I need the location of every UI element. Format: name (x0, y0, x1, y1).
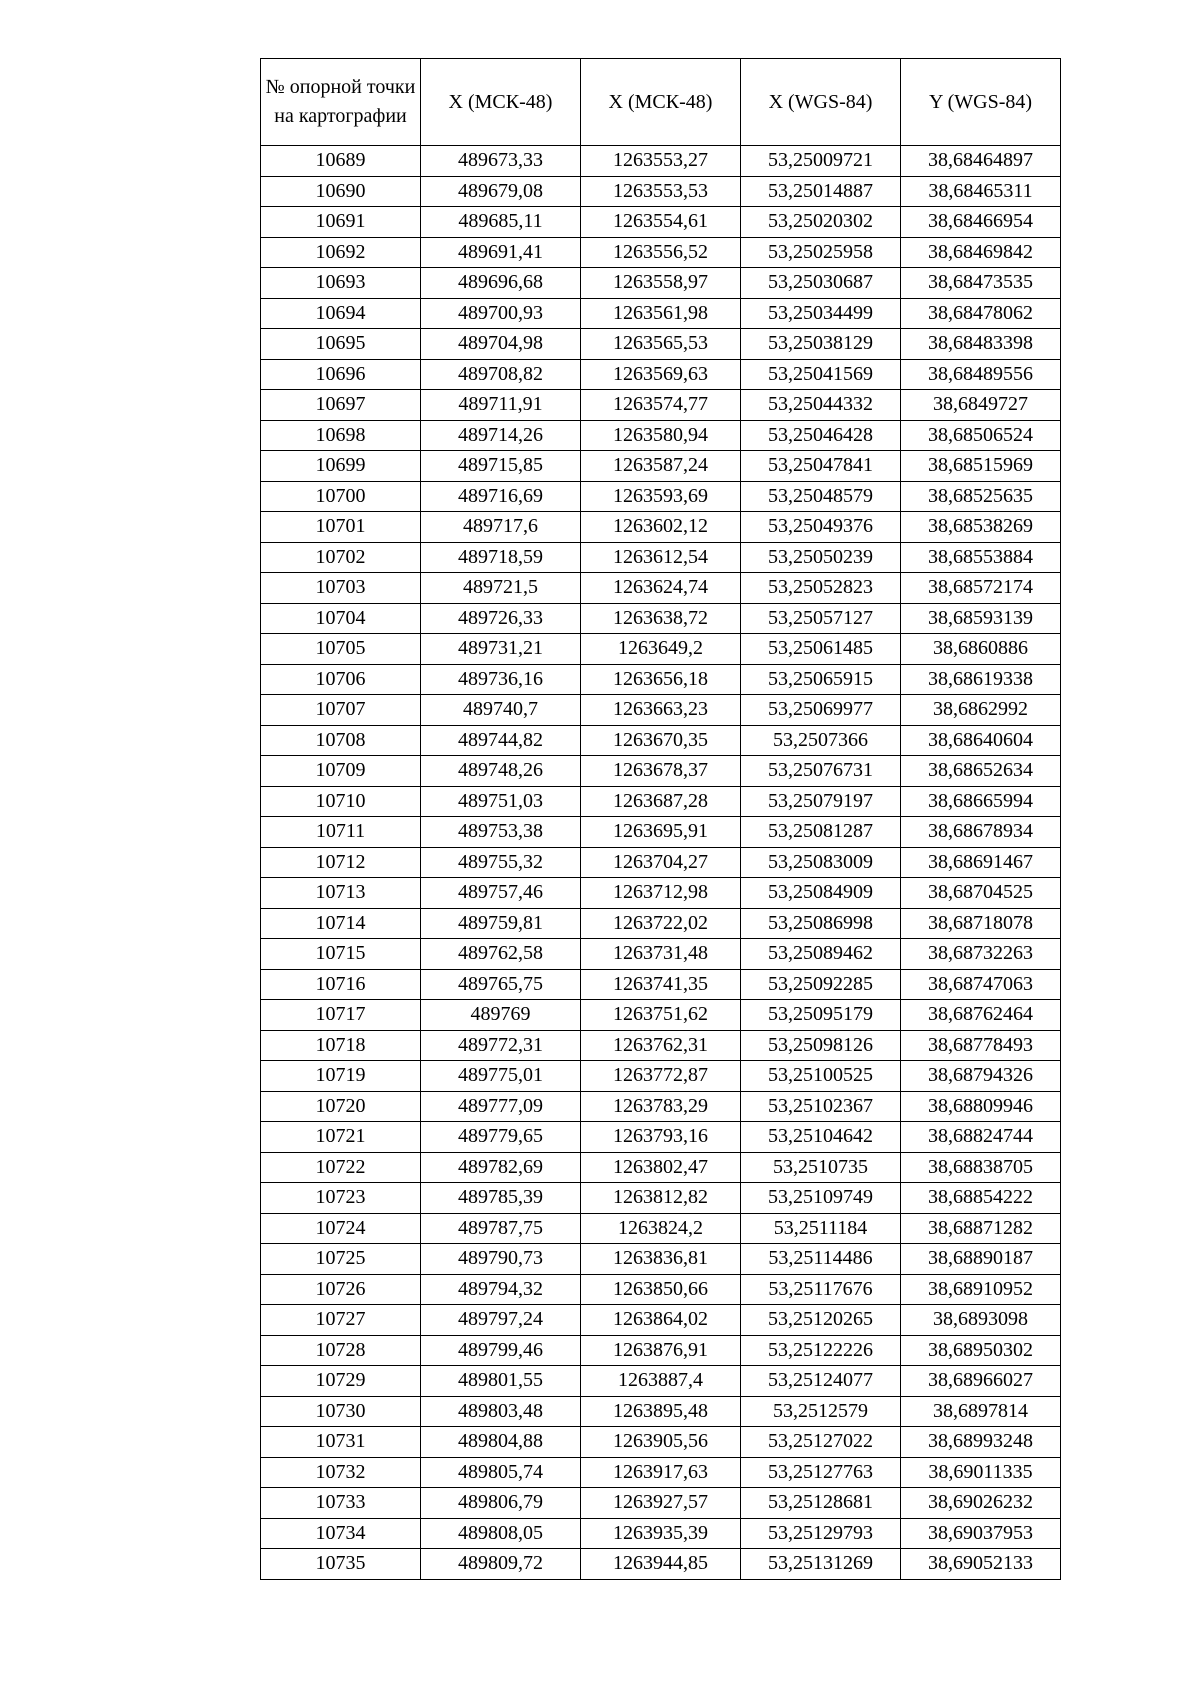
cell-point-number: 10697 (261, 390, 421, 421)
cell-x-wgs84: 53,25083009 (741, 847, 901, 878)
cell-x-msk48: 489785,39 (421, 1183, 581, 1214)
cell-x-msk48-second: 1263836,81 (581, 1244, 741, 1275)
cell-point-number: 10727 (261, 1305, 421, 1336)
table-row (261, 451, 1061, 482)
cell-y-wgs84: 38,68794326 (901, 1061, 1061, 1092)
cell-x-msk48: 489696,68 (421, 268, 581, 299)
table-row (261, 207, 1061, 238)
cell-y-wgs84: 38,68950302 (901, 1335, 1061, 1366)
cell-point-number: 10692 (261, 237, 421, 268)
table-row (261, 634, 1061, 665)
cell-x-msk48: 489748,26 (421, 756, 581, 787)
cell-y-wgs84: 38,6862992 (901, 695, 1061, 726)
table-row (261, 542, 1061, 573)
cell-x-msk48-second: 1263587,24 (581, 451, 741, 482)
cell-y-wgs84: 38,68489556 (901, 359, 1061, 390)
cell-point-number: 10712 (261, 847, 421, 878)
cell-y-wgs84: 38,69011335 (901, 1457, 1061, 1488)
cell-x-msk48: 489753,38 (421, 817, 581, 848)
cell-y-wgs84: 38,68473535 (901, 268, 1061, 299)
cell-y-wgs84: 38,68640604 (901, 725, 1061, 756)
cell-x-msk48: 489804,88 (421, 1427, 581, 1458)
cell-y-wgs84: 38,6849727 (901, 390, 1061, 421)
table-row (261, 146, 1061, 177)
cell-point-number: 10706 (261, 664, 421, 695)
cell-x-msk48-second: 1263649,2 (581, 634, 741, 665)
cell-x-msk48-second: 1263772,87 (581, 1061, 741, 1092)
cell-point-number: 10691 (261, 207, 421, 238)
cell-y-wgs84: 38,68854222 (901, 1183, 1061, 1214)
cell-x-msk48-second: 1263731,48 (581, 939, 741, 970)
cell-point-number: 10689 (261, 146, 421, 177)
cell-y-wgs84: 38,68572174 (901, 573, 1061, 604)
table-row (261, 1335, 1061, 1366)
cell-point-number: 10722 (261, 1152, 421, 1183)
table-row (261, 512, 1061, 543)
cell-x-msk48: 489714,26 (421, 420, 581, 451)
cell-x-wgs84: 53,25079197 (741, 786, 901, 817)
cell-x-wgs84: 53,25065915 (741, 664, 901, 695)
cell-x-msk48-second: 1263558,97 (581, 268, 741, 299)
cell-x-msk48: 489711,91 (421, 390, 581, 421)
cell-x-wgs84: 53,25014887 (741, 176, 901, 207)
cell-point-number: 10734 (261, 1518, 421, 1549)
cell-x-msk48-second: 1263695,91 (581, 817, 741, 848)
table-row (261, 329, 1061, 360)
cell-y-wgs84: 38,68466954 (901, 207, 1061, 238)
cell-y-wgs84: 38,68993248 (901, 1427, 1061, 1458)
table-row (261, 298, 1061, 329)
cell-x-wgs84: 53,25034499 (741, 298, 901, 329)
cell-x-wgs84: 53,25020302 (741, 207, 901, 238)
cell-x-msk48-second: 1263556,52 (581, 237, 741, 268)
cell-y-wgs84: 38,68665994 (901, 786, 1061, 817)
cell-x-wgs84: 53,2511184 (741, 1213, 901, 1244)
cell-x-wgs84: 53,25057127 (741, 603, 901, 634)
cell-point-number: 10703 (261, 573, 421, 604)
cell-x-msk48: 489704,98 (421, 329, 581, 360)
cell-y-wgs84: 38,68652634 (901, 756, 1061, 787)
cell-x-wgs84: 53,25025958 (741, 237, 901, 268)
cell-y-wgs84: 38,68593139 (901, 603, 1061, 634)
cell-x-msk48: 489679,08 (421, 176, 581, 207)
cell-point-number: 10717 (261, 1000, 421, 1031)
cell-point-number: 10694 (261, 298, 421, 329)
table-row (261, 1000, 1061, 1031)
cell-x-wgs84: 53,2510735 (741, 1152, 901, 1183)
table-row (261, 268, 1061, 299)
cell-y-wgs84: 38,68478062 (901, 298, 1061, 329)
cell-x-wgs84: 53,25081287 (741, 817, 901, 848)
table-row (261, 1183, 1061, 1214)
cell-x-wgs84: 53,25129793 (741, 1518, 901, 1549)
table-row (261, 1122, 1061, 1153)
cell-x-msk48-second: 1263751,62 (581, 1000, 741, 1031)
cell-y-wgs84: 38,68464897 (901, 146, 1061, 177)
cell-x-wgs84: 53,25127022 (741, 1427, 901, 1458)
cell-point-number: 10728 (261, 1335, 421, 1366)
cell-x-msk48: 489806,79 (421, 1488, 581, 1519)
cell-point-number: 10714 (261, 908, 421, 939)
table-row (261, 725, 1061, 756)
cell-x-msk48: 489777,09 (421, 1091, 581, 1122)
cell-x-msk48-second: 1263876,91 (581, 1335, 741, 1366)
cell-x-msk48: 489673,33 (421, 146, 581, 177)
cell-x-wgs84: 53,25009721 (741, 146, 901, 177)
cell-point-number: 10699 (261, 451, 421, 482)
cell-point-number: 10732 (261, 1457, 421, 1488)
cell-point-number: 10731 (261, 1427, 421, 1458)
cell-y-wgs84: 38,6893098 (901, 1305, 1061, 1336)
cell-x-msk48-second: 1263678,37 (581, 756, 741, 787)
cell-x-wgs84: 53,25109749 (741, 1183, 901, 1214)
cell-point-number: 10726 (261, 1274, 421, 1305)
cell-y-wgs84: 38,68910952 (901, 1274, 1061, 1305)
cell-x-msk48: 489736,16 (421, 664, 581, 695)
cell-x-msk48-second: 1263580,94 (581, 420, 741, 451)
cell-x-msk48: 489718,59 (421, 542, 581, 573)
cell-x-msk48-second: 1263793,16 (581, 1122, 741, 1153)
cell-x-wgs84: 53,25114486 (741, 1244, 901, 1275)
cell-x-msk48: 489797,24 (421, 1305, 581, 1336)
cell-y-wgs84: 38,68747063 (901, 969, 1061, 1000)
cell-x-wgs84: 53,25100525 (741, 1061, 901, 1092)
cell-y-wgs84: 38,6860886 (901, 634, 1061, 665)
cell-point-number: 10723 (261, 1183, 421, 1214)
cell-point-number: 10733 (261, 1488, 421, 1519)
cell-x-wgs84: 53,25038129 (741, 329, 901, 360)
cell-x-msk48: 489794,32 (421, 1274, 581, 1305)
table-row (261, 1457, 1061, 1488)
cell-y-wgs84: 38,68704525 (901, 878, 1061, 909)
cell-x-msk48-second: 1263864,02 (581, 1305, 741, 1336)
table-row (261, 847, 1061, 878)
table-row (261, 908, 1061, 939)
table-row (261, 1213, 1061, 1244)
cell-x-wgs84: 53,25092285 (741, 969, 901, 1000)
cell-point-number: 10719 (261, 1061, 421, 1092)
cell-y-wgs84: 38,68890187 (901, 1244, 1061, 1275)
cell-point-number: 10716 (261, 969, 421, 1000)
header-x-wgs84: X (WGS-84) (741, 59, 901, 146)
cell-x-wgs84: 53,25084909 (741, 878, 901, 909)
cell-x-msk48-second: 1263593,69 (581, 481, 741, 512)
cell-x-wgs84: 53,25044332 (741, 390, 901, 421)
cell-x-msk48-second: 1263927,57 (581, 1488, 741, 1519)
cell-x-msk48: 489757,46 (421, 878, 581, 909)
cell-x-msk48: 489765,75 (421, 969, 581, 1000)
cell-x-wgs84: 53,25030687 (741, 268, 901, 299)
cell-point-number: 10701 (261, 512, 421, 543)
table-row (261, 756, 1061, 787)
cell-x-msk48-second: 1263895,48 (581, 1396, 741, 1427)
cell-x-msk48: 489801,55 (421, 1366, 581, 1397)
cell-point-number: 10705 (261, 634, 421, 665)
table-row (261, 1030, 1061, 1061)
table-row (261, 817, 1061, 848)
cell-x-msk48-second: 1263741,35 (581, 969, 741, 1000)
cell-x-msk48-second: 1263663,23 (581, 695, 741, 726)
cell-x-msk48: 489685,11 (421, 207, 581, 238)
cell-x-wgs84: 53,25120265 (741, 1305, 901, 1336)
cell-y-wgs84: 38,6897814 (901, 1396, 1061, 1427)
table-row (261, 1518, 1061, 1549)
table-row (261, 420, 1061, 451)
table-row (261, 695, 1061, 726)
cell-x-msk48-second: 1263905,56 (581, 1427, 741, 1458)
cell-x-msk48-second: 1263687,28 (581, 786, 741, 817)
cell-x-msk48-second: 1263850,66 (581, 1274, 741, 1305)
cell-x-msk48: 489775,01 (421, 1061, 581, 1092)
cell-x-wgs84: 53,25089462 (741, 939, 901, 970)
cell-x-wgs84: 53,25048579 (741, 481, 901, 512)
cell-point-number: 10704 (261, 603, 421, 634)
cell-y-wgs84: 38,68465311 (901, 176, 1061, 207)
cell-point-number: 10718 (261, 1030, 421, 1061)
cell-point-number: 10695 (261, 329, 421, 360)
cell-x-msk48: 489769 (421, 1000, 581, 1031)
cell-y-wgs84: 38,68718078 (901, 908, 1061, 939)
cell-y-wgs84: 38,68824744 (901, 1122, 1061, 1153)
cell-y-wgs84: 38,68838705 (901, 1152, 1061, 1183)
table-row (261, 1396, 1061, 1427)
cell-point-number: 10710 (261, 786, 421, 817)
cell-x-msk48-second: 1263561,98 (581, 298, 741, 329)
cell-x-msk48-second: 1263569,63 (581, 359, 741, 390)
table-row (261, 1061, 1061, 1092)
cell-x-msk48: 489716,69 (421, 481, 581, 512)
table-row (261, 603, 1061, 634)
cell-x-msk48-second: 1263638,72 (581, 603, 741, 634)
cell-y-wgs84: 38,69052133 (901, 1549, 1061, 1580)
cell-x-msk48-second: 1263783,29 (581, 1091, 741, 1122)
coordinates-table (260, 58, 1061, 1580)
cell-x-msk48-second: 1263553,53 (581, 176, 741, 207)
cell-x-msk48: 489803,48 (421, 1396, 581, 1427)
table-row (261, 481, 1061, 512)
cell-y-wgs84: 38,69026232 (901, 1488, 1061, 1519)
cell-x-msk48-second: 1263887,4 (581, 1366, 741, 1397)
cell-x-msk48-second: 1263554,61 (581, 207, 741, 238)
cell-point-number: 10696 (261, 359, 421, 390)
cell-x-msk48-second: 1263812,82 (581, 1183, 741, 1214)
cell-x-msk48: 489772,31 (421, 1030, 581, 1061)
cell-point-number: 10713 (261, 878, 421, 909)
cell-point-number: 10693 (261, 268, 421, 299)
cell-y-wgs84: 38,68778493 (901, 1030, 1061, 1061)
cell-x-wgs84: 53,2512579 (741, 1396, 901, 1427)
cell-x-msk48: 489740,7 (421, 695, 581, 726)
cell-x-msk48: 489700,93 (421, 298, 581, 329)
cell-point-number: 10725 (261, 1244, 421, 1275)
header-x-msk48: X (МСК-48) (421, 59, 581, 146)
cell-x-msk48-second: 1263824,2 (581, 1213, 741, 1244)
table-row (261, 237, 1061, 268)
table-row (261, 878, 1061, 909)
cell-y-wgs84: 38,68762464 (901, 1000, 1061, 1031)
cell-x-msk48: 489759,81 (421, 908, 581, 939)
cell-x-msk48-second: 1263602,12 (581, 512, 741, 543)
header-y-wgs84: Y (WGS-84) (901, 59, 1061, 146)
cell-x-wgs84: 53,25104642 (741, 1122, 901, 1153)
cell-x-wgs84: 53,25049376 (741, 512, 901, 543)
cell-x-msk48-second: 1263935,39 (581, 1518, 741, 1549)
cell-x-msk48-second: 1263917,63 (581, 1457, 741, 1488)
table-row (261, 176, 1061, 207)
cell-y-wgs84: 38,68469842 (901, 237, 1061, 268)
cell-point-number: 10700 (261, 481, 421, 512)
table-row (261, 939, 1061, 970)
cell-point-number: 10711 (261, 817, 421, 848)
cell-x-wgs84: 53,25061485 (741, 634, 901, 665)
cell-x-msk48: 489808,05 (421, 1518, 581, 1549)
cell-x-msk48-second: 1263722,02 (581, 908, 741, 939)
table-row (261, 359, 1061, 390)
cell-x-msk48: 489755,32 (421, 847, 581, 878)
cell-y-wgs84: 38,69037953 (901, 1518, 1061, 1549)
cell-x-wgs84: 53,25095179 (741, 1000, 901, 1031)
table-row (261, 786, 1061, 817)
cell-x-msk48: 489799,46 (421, 1335, 581, 1366)
cell-y-wgs84: 38,68515969 (901, 451, 1061, 482)
cell-point-number: 10690 (261, 176, 421, 207)
table-row (261, 1549, 1061, 1580)
cell-y-wgs84: 38,68732263 (901, 939, 1061, 970)
cell-point-number: 10698 (261, 420, 421, 451)
table-header-row (261, 59, 1061, 146)
cell-y-wgs84: 38,68966027 (901, 1366, 1061, 1397)
cell-x-msk48: 489726,33 (421, 603, 581, 634)
cell-x-msk48: 489787,75 (421, 1213, 581, 1244)
cell-x-wgs84: 53,25131269 (741, 1549, 901, 1580)
table-row (261, 1488, 1061, 1519)
cell-x-wgs84: 53,25122226 (741, 1335, 901, 1366)
cell-point-number: 10724 (261, 1213, 421, 1244)
cell-x-msk48-second: 1263624,74 (581, 573, 741, 604)
cell-x-wgs84: 53,25041569 (741, 359, 901, 390)
cell-x-msk48: 489790,73 (421, 1244, 581, 1275)
cell-x-wgs84: 53,25069977 (741, 695, 901, 726)
cell-x-wgs84: 53,25124077 (741, 1366, 901, 1397)
cell-x-wgs84: 53,25046428 (741, 420, 901, 451)
cell-x-msk48-second: 1263612,54 (581, 542, 741, 573)
cell-x-msk48-second: 1263712,98 (581, 878, 741, 909)
cell-y-wgs84: 38,68678934 (901, 817, 1061, 848)
cell-x-msk48-second: 1263574,77 (581, 390, 741, 421)
cell-y-wgs84: 38,68538269 (901, 512, 1061, 543)
cell-x-wgs84: 53,25127763 (741, 1457, 901, 1488)
cell-x-wgs84: 53,25076731 (741, 756, 901, 787)
cell-x-msk48: 489762,58 (421, 939, 581, 970)
table-row (261, 1244, 1061, 1275)
table-row (261, 1366, 1061, 1397)
cell-x-msk48-second: 1263565,53 (581, 329, 741, 360)
table-body (261, 146, 1061, 1580)
cell-y-wgs84: 38,68871282 (901, 1213, 1061, 1244)
cell-point-number: 10709 (261, 756, 421, 787)
cell-point-number: 10730 (261, 1396, 421, 1427)
table-row (261, 1274, 1061, 1305)
cell-x-wgs84: 53,2507366 (741, 725, 901, 756)
cell-y-wgs84: 38,68553884 (901, 542, 1061, 573)
cell-x-msk48: 489805,74 (421, 1457, 581, 1488)
header-point-number: № опорной точки на картографии (261, 59, 421, 146)
cell-x-wgs84: 53,25086998 (741, 908, 901, 939)
table-row (261, 664, 1061, 695)
cell-x-msk48: 489731,21 (421, 634, 581, 665)
cell-x-wgs84: 53,25098126 (741, 1030, 901, 1061)
table-row (261, 1427, 1061, 1458)
table-row (261, 969, 1061, 1000)
cell-x-wgs84: 53,25047841 (741, 451, 901, 482)
cell-x-msk48: 489691,41 (421, 237, 581, 268)
cell-x-msk48-second: 1263704,27 (581, 847, 741, 878)
table-row (261, 1091, 1061, 1122)
cell-point-number: 10729 (261, 1366, 421, 1397)
cell-x-wgs84: 53,25117676 (741, 1274, 901, 1305)
cell-point-number: 10708 (261, 725, 421, 756)
cell-x-msk48-second: 1263762,31 (581, 1030, 741, 1061)
cell-x-msk48: 489715,85 (421, 451, 581, 482)
table-row (261, 1152, 1061, 1183)
cell-x-wgs84: 53,25050239 (741, 542, 901, 573)
cell-y-wgs84: 38,68691467 (901, 847, 1061, 878)
cell-x-msk48: 489782,69 (421, 1152, 581, 1183)
cell-point-number: 10735 (261, 1549, 421, 1580)
cell-x-msk48-second: 1263656,18 (581, 664, 741, 695)
cell-y-wgs84: 38,68506524 (901, 420, 1061, 451)
cell-x-msk48-second: 1263670,35 (581, 725, 741, 756)
table-row (261, 390, 1061, 421)
cell-x-msk48: 489708,82 (421, 359, 581, 390)
table-row (261, 1305, 1061, 1336)
cell-point-number: 10707 (261, 695, 421, 726)
table-row (261, 573, 1061, 604)
cell-y-wgs84: 38,68525635 (901, 481, 1061, 512)
cell-x-msk48: 489779,65 (421, 1122, 581, 1153)
cell-point-number: 10702 (261, 542, 421, 573)
cell-x-wgs84: 53,25102367 (741, 1091, 901, 1122)
cell-x-msk48: 489717,6 (421, 512, 581, 543)
cell-x-msk48: 489744,82 (421, 725, 581, 756)
cell-point-number: 10715 (261, 939, 421, 970)
cell-y-wgs84: 38,68809946 (901, 1091, 1061, 1122)
cell-x-msk48: 489751,03 (421, 786, 581, 817)
cell-point-number: 10720 (261, 1091, 421, 1122)
cell-x-wgs84: 53,25052823 (741, 573, 901, 604)
cell-x-msk48: 489721,5 (421, 573, 581, 604)
cell-x-msk48-second: 1263802,47 (581, 1152, 741, 1183)
cell-x-wgs84: 53,25128681 (741, 1488, 901, 1519)
cell-point-number: 10721 (261, 1122, 421, 1153)
cell-x-msk48: 489809,72 (421, 1549, 581, 1580)
cell-y-wgs84: 38,68483398 (901, 329, 1061, 360)
header-x-msk48-second: X (МСК-48) (581, 59, 741, 146)
cell-x-msk48-second: 1263944,85 (581, 1549, 741, 1580)
cell-y-wgs84: 38,68619338 (901, 664, 1061, 695)
cell-x-msk48-second: 1263553,27 (581, 146, 741, 177)
